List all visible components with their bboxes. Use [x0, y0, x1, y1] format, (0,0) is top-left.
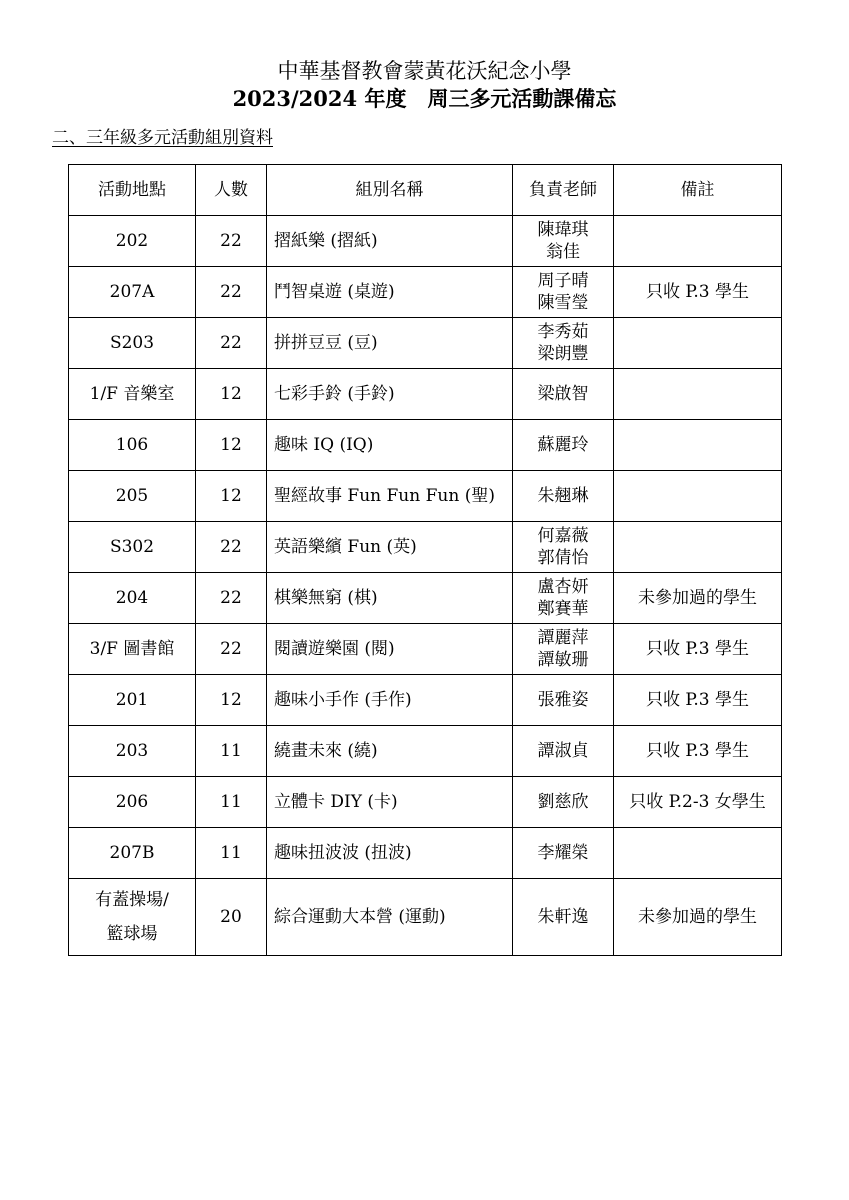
cell-location: 106	[69, 420, 196, 471]
section-heading: 二、三年級多元活動組別資料	[52, 128, 273, 148]
cell-group-name: 綜合運動大本營 (運動)	[267, 879, 513, 956]
teacher-name: 朱翹琳	[537, 486, 589, 506]
cell-count: 22	[196, 318, 267, 369]
cell-teachers	[513, 777, 614, 828]
cell-count: 20	[196, 879, 267, 956]
location-line: 有蓋操場/	[95, 890, 169, 910]
cell-teachers	[513, 675, 614, 726]
table-row	[69, 420, 782, 471]
cell-group-name: 趣味 IQ (IQ)	[267, 420, 513, 471]
cell-location: 201	[69, 675, 196, 726]
column-header-group: 組別名稱	[267, 165, 513, 216]
teacher-name: 陳雪瑩	[537, 293, 589, 313]
cell-teachers	[513, 624, 614, 675]
cell-group-name: 棋樂無窮 (棋)	[267, 573, 513, 624]
teacher-name: 劉慈欣	[537, 792, 589, 812]
cell-count: 12	[196, 471, 267, 522]
cell-teachers	[513, 573, 614, 624]
table-row	[69, 522, 782, 573]
cell-count: 11	[196, 777, 267, 828]
cell-remarks: 只收 P.3 學生	[614, 624, 782, 675]
location-line: 籃球場	[106, 924, 158, 944]
cell-teachers	[513, 216, 614, 267]
school-name: 中華基督教會蒙黃花沃紀念小學	[277, 59, 572, 83]
cell-remarks	[614, 420, 782, 471]
teacher-name: 李耀榮	[537, 843, 589, 863]
table-row	[69, 879, 782, 956]
teacher-name: 何嘉薇	[537, 526, 589, 546]
cell-group-name: 鬥智桌遊 (桌遊)	[267, 267, 513, 318]
cell-group-name: 趣味扭波波 (扭波)	[267, 828, 513, 879]
cell-remarks	[614, 369, 782, 420]
teacher-name: 陳瑋琪	[537, 220, 589, 240]
teacher-name: 張雅姿	[537, 690, 589, 710]
cell-group-name: 閱讀遊樂園 (閱)	[267, 624, 513, 675]
cell-group-name: 英語樂繽 Fun (英)	[267, 522, 513, 573]
table-header-row	[69, 165, 782, 216]
cell-teachers	[513, 726, 614, 777]
cell-location: 207A	[69, 267, 196, 318]
teacher-name: 李秀茹	[537, 322, 589, 342]
table-row	[69, 318, 782, 369]
cell-teachers	[513, 369, 614, 420]
table-row	[69, 471, 782, 522]
cell-teachers	[513, 318, 614, 369]
cell-teachers	[513, 420, 614, 471]
cell-location: S203	[69, 318, 196, 369]
teacher-name: 譚麗萍	[537, 628, 589, 648]
cell-remarks: 未參加過的學生	[614, 879, 782, 956]
cell-remarks	[614, 522, 782, 573]
table-row	[69, 216, 782, 267]
cell-remarks	[614, 828, 782, 879]
cell-count: 11	[196, 828, 267, 879]
teacher-name: 蘇麗玲	[537, 435, 589, 455]
cell-count: 22	[196, 267, 267, 318]
cell-remarks	[614, 471, 782, 522]
cell-group-name: 立體卡 DIY (卡)	[267, 777, 513, 828]
cell-count: 11	[196, 726, 267, 777]
cell-location: 202	[69, 216, 196, 267]
cell-count: 22	[196, 624, 267, 675]
cell-remarks: 只收 P.2-3 女學生	[614, 777, 782, 828]
cell-location: 205	[69, 471, 196, 522]
cell-group-name: 七彩手鈴 (手鈴)	[267, 369, 513, 420]
table-row	[69, 573, 782, 624]
cell-count: 22	[196, 216, 267, 267]
teacher-name: 郭倩怡	[537, 548, 589, 568]
document-title: 2023/2024 年度 周三多元活動課備忘	[232, 86, 617, 111]
teacher-name: 朱軒逸	[537, 907, 589, 927]
cell-location: 1/F 音樂室	[69, 369, 196, 420]
cell-group-name: 拼拼豆豆 (豆)	[267, 318, 513, 369]
cell-location: 3/F 圖書館	[69, 624, 196, 675]
cell-count: 22	[196, 522, 267, 573]
cell-group-name: 摺紙樂 (摺紙)	[267, 216, 513, 267]
cell-remarks: 只收 P.3 學生	[614, 267, 782, 318]
cell-teachers	[513, 522, 614, 573]
cell-remarks	[614, 318, 782, 369]
cell-group-name: 聖經故事 Fun Fun Fun (聖)	[267, 471, 513, 522]
cell-teachers	[513, 879, 614, 956]
cell-teachers	[513, 828, 614, 879]
cell-remarks: 未參加過的學生	[614, 573, 782, 624]
cell-remarks: 只收 P.3 學生	[614, 675, 782, 726]
cell-count: 12	[196, 369, 267, 420]
cell-remarks	[614, 216, 782, 267]
cell-location: S302	[69, 522, 196, 573]
teacher-name: 梁啟智	[537, 384, 589, 404]
cell-count: 12	[196, 675, 267, 726]
cell-location	[69, 879, 196, 956]
table-row	[69, 267, 782, 318]
column-header-count: 人數	[196, 165, 267, 216]
column-header-location: 活動地點	[69, 165, 196, 216]
table-row	[69, 624, 782, 675]
cell-group-name: 趣味小手作 (手作)	[267, 675, 513, 726]
cell-group-name: 繞畫未來 (繞)	[267, 726, 513, 777]
cell-remarks: 只收 P.3 學生	[614, 726, 782, 777]
cell-location: 204	[69, 573, 196, 624]
cell-teachers	[513, 267, 614, 318]
teacher-name: 鄭賽華	[537, 599, 589, 619]
table-row	[69, 726, 782, 777]
teacher-name: 譚淑貞	[537, 741, 589, 761]
cell-count: 22	[196, 573, 267, 624]
table-row	[69, 777, 782, 828]
column-header-teacher: 負責老師	[513, 165, 614, 216]
table-row	[69, 369, 782, 420]
table-row	[69, 675, 782, 726]
teacher-name: 周子晴	[537, 271, 589, 291]
teacher-name: 翁佳	[546, 242, 580, 262]
teacher-name: 盧杏妍	[537, 577, 589, 597]
table-body	[69, 216, 782, 956]
column-header-remarks: 備註	[614, 165, 782, 216]
activity-groups-table	[68, 164, 782, 956]
cell-teachers	[513, 471, 614, 522]
teacher-name: 譚敏珊	[537, 650, 589, 670]
cell-location: 203	[69, 726, 196, 777]
table-row	[69, 828, 782, 879]
cell-count: 12	[196, 420, 267, 471]
cell-location: 206	[69, 777, 196, 828]
cell-location: 207B	[69, 828, 196, 879]
teacher-name: 梁朗豐	[537, 344, 589, 364]
